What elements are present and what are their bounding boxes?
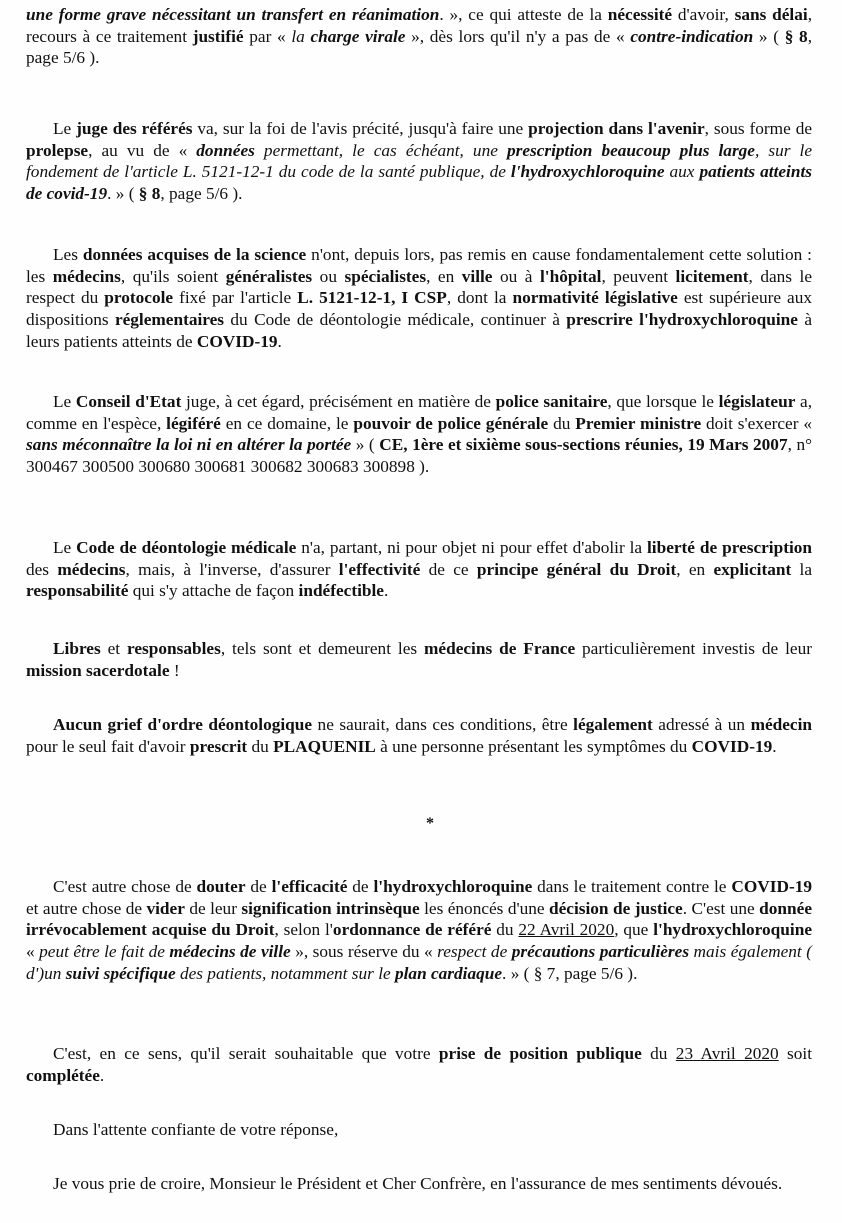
text-run: ! (169, 660, 180, 680)
text-run: médecin (750, 715, 812, 734)
text-run: principe général du Droit (476, 559, 677, 579)
text-run: réglementaires (114, 310, 225, 330)
text-run: particulièrement investis de leur (575, 639, 812, 658)
text-run: PLAQUENIL (273, 736, 376, 756)
text-run: responsabilité (26, 581, 129, 601)
text-run: une forme grave nécessitant un transfert en réanimation (26, 5, 440, 24)
text-run: de leur (184, 898, 242, 918)
text-run: complétée (26, 1065, 100, 1085)
text-run: . », ce qui atteste de la (439, 5, 608, 24)
text-run: , n° 300467 300500 300680 300681 300682 300683 300898 ). (26, 435, 812, 477)
text-run: . (383, 581, 389, 601)
text-run: explicitant (713, 559, 792, 579)
text-run: prescrire l'hydroxychloroquine (566, 310, 798, 330)
text-run: à leurs patients atteints de (26, 310, 812, 351)
text-run: l'effectivité (338, 559, 421, 579)
text-run: a, comme en l'espèce, (26, 392, 813, 433)
text-run: données (196, 140, 255, 160)
text-run: ou (312, 266, 345, 286)
text-run: l'hydroxychloroquine (510, 162, 665, 182)
text-run: d'avoir, (672, 5, 735, 24)
text-run: douter (196, 877, 246, 896)
paragraph-4 (26, 391, 812, 478)
text-run: § 8 (784, 26, 808, 46)
paragraph-8 (26, 876, 812, 985)
paragraph-closing-2 (26, 1173, 812, 1195)
text-run: ne saurait, dans ces conditions, être (312, 715, 574, 734)
text-run: Le (53, 119, 77, 138)
text-run: du (548, 413, 576, 433)
text-run: , sous forme de (704, 119, 813, 138)
text-run: n'a, partant, ni pour objet ni pour effet d'abolir la (296, 538, 647, 557)
text-run: L. 5121-12-1, I CSP (297, 288, 447, 308)
text-run: , au vu de « (88, 140, 197, 160)
text-run: l'efficacité (271, 877, 348, 896)
text-run: nécessité (607, 5, 673, 24)
paragraph-9 (26, 1043, 812, 1086)
text-run: , qu'ils soient (120, 266, 226, 286)
text-run: , recours à ce traitement (26, 5, 813, 46)
text-run: données acquises de la science (82, 245, 307, 264)
text-run: COVID-19 (731, 877, 813, 896)
text-run: suivi spécifique (65, 963, 176, 983)
text-run: Conseil d'Etat (75, 392, 182, 411)
text-run: législateur (718, 392, 796, 411)
text-run: de (347, 877, 374, 896)
text-run: signification intrinsèque (241, 898, 420, 918)
text-run: médecins (52, 266, 121, 286)
text-run: Je vous prie de croire, Monsieur le Président et Cher Confrère, en l'assurance de mes sentiments dévoués. (53, 1174, 783, 1193)
text-run: aux (664, 162, 700, 182)
text-run: . » ( (107, 184, 139, 204)
text-run: du (491, 920, 519, 940)
text-run: dans le traitement contre le (532, 877, 732, 896)
text-run: du (641, 1044, 676, 1063)
text-run: généralistes (225, 266, 313, 286)
text-run: des (26, 559, 58, 579)
text-run: et autre chose de (26, 898, 147, 918)
text-run: et (100, 639, 128, 658)
text-run: est supérieure aux dispositions (26, 288, 813, 330)
text-run: pouvoir de police générale (353, 413, 549, 433)
text-run: permettant, le cas échéant, une (254, 140, 507, 160)
text-run: projection dans l'avenir (528, 119, 705, 138)
text-run: . » ( § 7, page 5/6 ). (502, 963, 638, 983)
text-run: donnée irrévocablement acquise du Droit (26, 898, 812, 940)
text-run: 22 Avril 2020 (518, 920, 615, 940)
text-run: », dès lors qu'il n'y a pas de « (405, 26, 631, 46)
text-run: Libres (53, 639, 101, 658)
text-run: Le (53, 392, 76, 411)
text-run: à une personne présentant les symptômes du (375, 736, 692, 756)
text-run: , mais, à l'inverse, d'assurer (125, 559, 339, 579)
section-separator: * (426, 815, 434, 832)
text-run: soit (778, 1044, 813, 1063)
text-run: du Code de déontologie médicale, continuer à (224, 310, 567, 330)
text-run: police sanitaire (495, 392, 608, 411)
text-run: Code de déontologie médicale (76, 538, 297, 557)
text-run: adressé à un (652, 715, 751, 734)
text-run: Le (53, 538, 77, 557)
paragraph-closing-1 (26, 1119, 812, 1141)
text-run: », sous réserve du « (290, 942, 438, 962)
text-run: COVID-19 (691, 736, 773, 756)
text-run: plan cardiaque (394, 963, 503, 983)
text-run: , tels sont et demeurent les (220, 639, 425, 658)
text-run: » ( (351, 435, 380, 455)
text-run: par « (243, 26, 292, 46)
paragraph-2 (26, 118, 812, 205)
text-run: doit s'exercer « (701, 413, 813, 433)
text-run: vider (146, 898, 185, 918)
text-run: , en (426, 266, 462, 286)
text-run: décision de justice (549, 898, 683, 918)
text-run: précautions particulières (511, 942, 690, 962)
text-run: ou à (492, 266, 540, 286)
text-run: C'est autre chose de (53, 877, 197, 896)
text-run: liberté de prescription (647, 538, 813, 557)
text-run: ville (461, 266, 493, 286)
text-run: médecins (57, 559, 126, 579)
text-run: , selon l' (274, 920, 333, 940)
paragraph-6 (26, 638, 812, 681)
text-run: responsables (127, 639, 221, 658)
text-run: . (277, 331, 282, 351)
text-run: l'hydroxychloroquine (373, 877, 533, 896)
text-run: médecins de France (424, 639, 576, 658)
text-run: qui s'y attache de façon (128, 581, 299, 601)
text-run: de (245, 877, 272, 896)
text-run: du (247, 736, 274, 756)
text-run: prolepse (26, 140, 89, 160)
paragraph-3 (26, 244, 812, 353)
text-run: juge, à cet égard, précisément en matière de (181, 392, 496, 411)
text-run: va, sur la foi de l'avis précité, jusqu'à faire une (192, 119, 529, 138)
text-run: les énoncés d'une (419, 898, 550, 918)
text-run: indéfectible (298, 581, 384, 601)
paragraph-5 (26, 537, 812, 602)
text-run: protocole (104, 288, 174, 308)
text-run: contre-indication (630, 26, 754, 46)
text-run: médecins de ville (169, 942, 291, 962)
text-run: prescription beaucoup plus large (506, 140, 755, 160)
text-run: des patients, notamment sur le (175, 963, 395, 983)
text-run: licitement (675, 266, 749, 286)
text-run: , que lorsque le (607, 392, 719, 411)
text-run: sans méconnaître la loi ni en altérer la portée (26, 435, 352, 455)
text-run: peut être le fait de (39, 942, 170, 962)
text-run: § 8 (138, 184, 161, 204)
text-run: ordonnance de référé (332, 920, 492, 940)
text-run: sans délai (734, 5, 808, 24)
text-run: . (772, 736, 777, 756)
text-run: de ce (420, 559, 477, 579)
text-run: « (26, 942, 40, 962)
paragraph-7 (26, 714, 812, 757)
text-run: juge des référés (76, 119, 193, 138)
text-run: , dans le respect du (26, 266, 812, 308)
text-run: , que (614, 920, 654, 940)
paragraph-1 (26, 4, 812, 69)
text-run: respect de (437, 942, 512, 962)
text-run: . C'est une (682, 898, 760, 918)
text-run: normativité législative (512, 288, 678, 308)
text-run: » ( (753, 26, 785, 46)
text-run: Aucun grief d'ordre déontologique (53, 715, 313, 734)
text-run: pour le seul fait d'avoir (26, 736, 190, 756)
text-run: , page 5/6 ). (160, 184, 243, 204)
text-run: Dans l'attente confiante de votre réponse, (53, 1120, 339, 1139)
text-run: en ce domaine, le (220, 413, 354, 433)
text-run: l'hydroxychloroquine (653, 920, 812, 940)
text-run: patients atteints de covid-19 (26, 162, 812, 204)
text-run: Les (53, 245, 83, 264)
text-run: COVID-19 (196, 331, 278, 351)
text-run: charge virale (310, 26, 406, 46)
text-run: . (99, 1065, 105, 1085)
text-run: 23 Avril 2020 (675, 1044, 779, 1063)
text-run: mission sacerdotale (26, 660, 170, 680)
text-run: Premier ministre (575, 413, 702, 433)
text-run: , page 5/6 ). (26, 26, 813, 68)
text-run: prise de position publique (438, 1044, 642, 1063)
text-run: CE, 1ère et sixième sous-sections réunies, 19 Mars 2007 (379, 435, 788, 455)
text-run: spécialistes (344, 266, 427, 286)
text-run: légiféré (166, 413, 221, 433)
text-run: légalement (573, 715, 653, 734)
text-run: , sur le fondement de l'article L. 5121-12-1 du code de la santé publique, de (26, 140, 812, 182)
text-run: prescrit (189, 736, 248, 756)
text-run: justifié (192, 26, 244, 46)
text-run: mais également ( d')un (26, 942, 812, 983)
text-run: l'hôpital (540, 266, 602, 286)
text-run: n'ont, depuis lors, pas remis en cause fondamentalement cette solution : les (26, 245, 812, 286)
text-run: C'est, en ce sens, qu'il serait souhaitable que votre (53, 1044, 439, 1063)
text-run: la (791, 559, 812, 579)
text-run: , peuvent (601, 266, 676, 286)
text-run: , en (676, 559, 714, 579)
text-run: la (291, 26, 311, 46)
text-run: fixé par l'article (173, 288, 298, 308)
text-run: , dont la (446, 288, 513, 308)
